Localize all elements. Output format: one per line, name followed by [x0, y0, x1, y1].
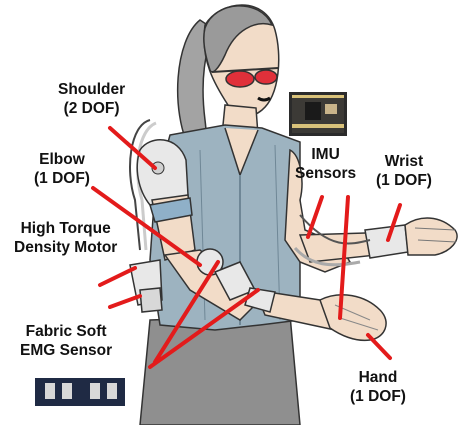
imu-board-photo	[289, 92, 347, 136]
imu-label: IMU Sensors	[295, 146, 357, 182]
motor-callout-1	[100, 268, 135, 285]
shoulder-label: Shoulder (2 DOF)	[58, 81, 126, 117]
motor-label: High Torque Density Motor	[14, 220, 118, 256]
elbow-label: Elbow (1 DOF)	[34, 151, 90, 187]
emg-label: Fabric Soft EMG Sensor	[20, 323, 113, 359]
lower-hand	[320, 295, 386, 341]
hand-label: Hand (1 DOF)	[350, 369, 406, 405]
wrist-brace	[365, 225, 408, 258]
hand-callout	[368, 335, 390, 358]
emg-sensor-photo	[35, 378, 125, 406]
motor-callout-2	[110, 296, 140, 307]
right-hand	[405, 218, 457, 255]
wrist-label: Wrist (1 DOF)	[376, 153, 432, 189]
pants	[140, 315, 300, 425]
